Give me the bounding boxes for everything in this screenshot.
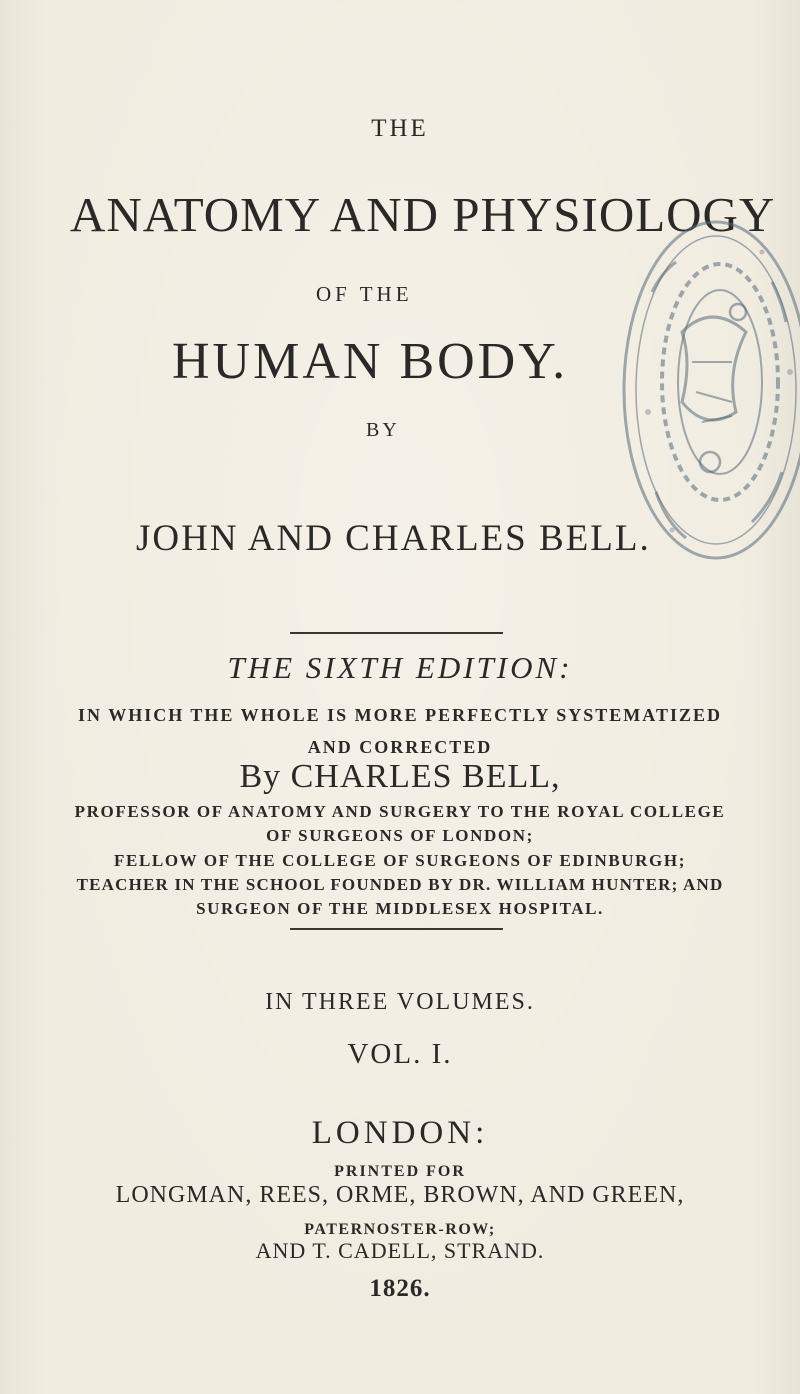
library-stamp-icon <box>612 212 800 566</box>
imprint-year: 1826. <box>369 1275 431 1302</box>
credential-line: FELLOW OF THE COLLEGE OF SURGEONS OF EDINBURGH; <box>114 851 686 870</box>
credential-line: TEACHER IN THE SCHOOL FOUNDED BY DR. WILLIAM HUNTER; AND <box>76 875 724 894</box>
by-line: By CHARLES BELL, <box>239 758 561 795</box>
credential-line: OF SURGEONS OF LONDON; <box>266 826 534 845</box>
title-of-the: OF THE <box>316 282 413 306</box>
imprint-cadell: AND T. CADELL, STRAND. <box>255 1238 545 1263</box>
divider-rule <box>290 632 503 634</box>
title-the: THE <box>371 115 429 142</box>
imprint-city: LONDON: <box>311 1115 489 1151</box>
divider-rule <box>290 928 503 930</box>
subject-title: HUMAN BODY. <box>172 333 569 390</box>
title-by: BY <box>366 419 400 441</box>
credential-line: PROFESSOR OF ANATOMY AND SURGERY TO THE ROYAL COLLEGE <box>74 802 726 821</box>
imprint-address: PATERNOSTER-ROW; <box>304 1221 496 1238</box>
volume-number: VOL. I. <box>347 1038 453 1070</box>
volume-count: IN THREE VOLUMES. <box>265 989 535 1015</box>
imprint-publishers: LONGMAN, REES, ORME, BROWN, AND GREEN, <box>115 1182 685 1208</box>
authors: JOHN AND CHARLES BELL. <box>136 518 651 559</box>
imprint-printed-for: PRINTED FOR <box>334 1163 466 1180</box>
edition-line: AND CORRECTED <box>307 737 493 757</box>
edition-line: IN WHICH THE WHOLE IS MORE PERFECTLY SYSTEMATIZED <box>78 705 722 725</box>
edition-heading: THE SIXTH EDITION: <box>227 650 573 685</box>
main-title: ANATOMY AND PHYSIOLOGY <box>70 187 776 242</box>
credential-line: SURGEON OF THE MIDDLESEX HOSPITAL. <box>196 899 604 918</box>
